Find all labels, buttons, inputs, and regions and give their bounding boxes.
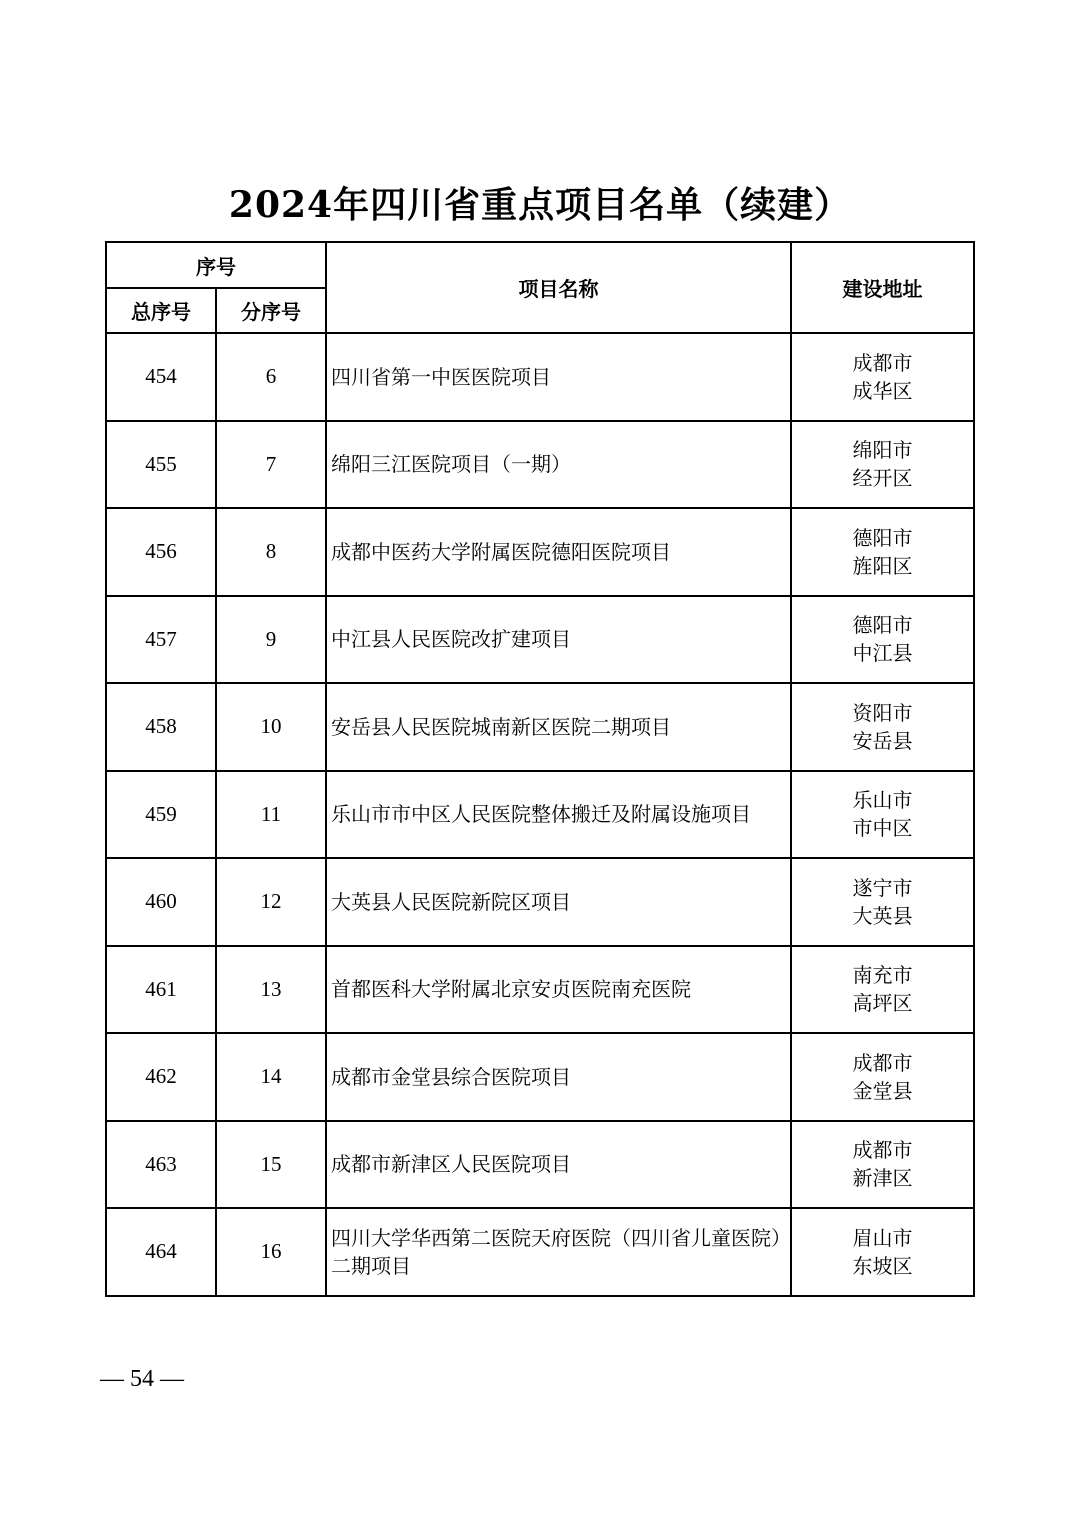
project-name-cell: 成都市金堂县综合医院项目: [326, 1033, 791, 1121]
district-text: 东坡区: [852, 1253, 913, 1278]
total-seq-cell: 461: [106, 946, 216, 1034]
total-seq-cell: 458: [106, 683, 216, 771]
district-text: 新津区: [852, 1166, 913, 1191]
sub-seq-cell: 12: [216, 858, 326, 946]
city-text: 遂宁市: [852, 875, 913, 900]
location-cell: [791, 596, 974, 684]
total-seq-cell: 464: [106, 1208, 216, 1296]
project-name-cell: 乐山市市中区人民医院整体搬迁及附属设施项目: [326, 771, 791, 859]
total-seq-cell: 456: [106, 508, 216, 596]
project-name-cell: 中江县人民医院改扩建项目: [326, 596, 791, 684]
project-name-cell: 安岳县人民医院城南新区医院二期项目: [326, 683, 791, 771]
location-cell: [791, 946, 974, 1034]
sub-seq-cell: 14: [216, 1033, 326, 1121]
table-row: [106, 1033, 974, 1121]
district-text: 安岳县: [852, 728, 913, 753]
header-sub-seq: 分序号: [216, 288, 326, 333]
location-cell: [791, 1208, 974, 1296]
district-text: 中江县: [852, 641, 913, 666]
table-row: [106, 421, 974, 509]
sub-seq-cell: 6: [216, 333, 326, 421]
table-row: [106, 771, 974, 859]
city-text: 德阳市: [852, 525, 913, 550]
total-seq-cell: 457: [106, 596, 216, 684]
project-name-cell: 四川省第一中医医院项目: [326, 333, 791, 421]
page-number: — 54 —: [100, 1366, 184, 1392]
sub-seq-cell: 13: [216, 946, 326, 1034]
district-text: 大英县: [852, 903, 913, 928]
project-name-cell: 大英县人民医院新院区项目: [326, 858, 791, 946]
location-cell: [791, 508, 974, 596]
location-cell: [791, 1121, 974, 1209]
project-name-cell: 成都市新津区人民医院项目: [326, 1121, 791, 1209]
total-seq-cell: 463: [106, 1121, 216, 1209]
city-text: 绵阳市: [852, 438, 913, 463]
district-text: 成华区: [852, 378, 913, 403]
total-seq-cell: 459: [106, 771, 216, 859]
city-text: 南充市: [852, 963, 913, 988]
project-table: [105, 241, 975, 1297]
location-cell: [791, 1033, 974, 1121]
total-seq-cell: 460: [106, 858, 216, 946]
table-row: [106, 1208, 974, 1296]
table-row: [106, 858, 974, 946]
location-cell: [791, 683, 974, 771]
location-cell: [791, 771, 974, 859]
district-text: 经开区: [852, 466, 913, 491]
table-row: [106, 333, 974, 421]
sub-seq-cell: 8: [216, 508, 326, 596]
location-cell: [791, 421, 974, 509]
city-text: 眉山市: [852, 1225, 913, 1250]
table-row: [106, 596, 974, 684]
table-row: [106, 946, 974, 1034]
city-text: 成都市: [852, 1050, 913, 1075]
sub-seq-cell: 10: [216, 683, 326, 771]
header-location: 建设地址: [791, 242, 974, 333]
header-total-seq: 总序号: [106, 288, 216, 333]
sub-seq-cell: 11: [216, 771, 326, 859]
project-name-cell: 绵阳三江医院项目（一期）: [326, 421, 791, 509]
location-cell: [791, 858, 974, 946]
header-seq-group: 序号: [106, 242, 326, 288]
document-title: 2024年四川省重点项目名单（续建）: [228, 184, 852, 226]
total-seq-cell: 462: [106, 1033, 216, 1121]
table-row: [106, 1121, 974, 1209]
city-text: 德阳市: [852, 613, 913, 638]
project-name-cell: 四川大学华西第二医院天府医院（四川省儿童医院）二期项目: [326, 1208, 791, 1296]
district-text: 金堂县: [852, 1078, 913, 1103]
header-project-name: 项目名称: [326, 242, 791, 333]
sub-seq-cell: 15: [216, 1121, 326, 1209]
city-text: 成都市: [852, 1138, 913, 1163]
project-name-cell: 成都中医药大学附属医院德阳医院项目: [326, 508, 791, 596]
city-text: 成都市: [852, 350, 913, 375]
district-text: 高坪区: [852, 991, 913, 1016]
table-row: [106, 508, 974, 596]
total-seq-cell: 454: [106, 333, 216, 421]
sub-seq-cell: 16: [216, 1208, 326, 1296]
location-cell: [791, 333, 974, 421]
sub-seq-cell: 9: [216, 596, 326, 684]
district-text: 市中区: [852, 816, 913, 841]
total-seq-cell: 455: [106, 421, 216, 509]
district-text: 旌阳区: [852, 553, 913, 578]
city-text: 乐山市: [852, 788, 913, 813]
city-text: 资阳市: [852, 700, 913, 725]
project-name-cell: 首都医科大学附属北京安贞医院南充医院: [326, 946, 791, 1034]
table-row: [106, 683, 974, 771]
sub-seq-cell: 7: [216, 421, 326, 509]
